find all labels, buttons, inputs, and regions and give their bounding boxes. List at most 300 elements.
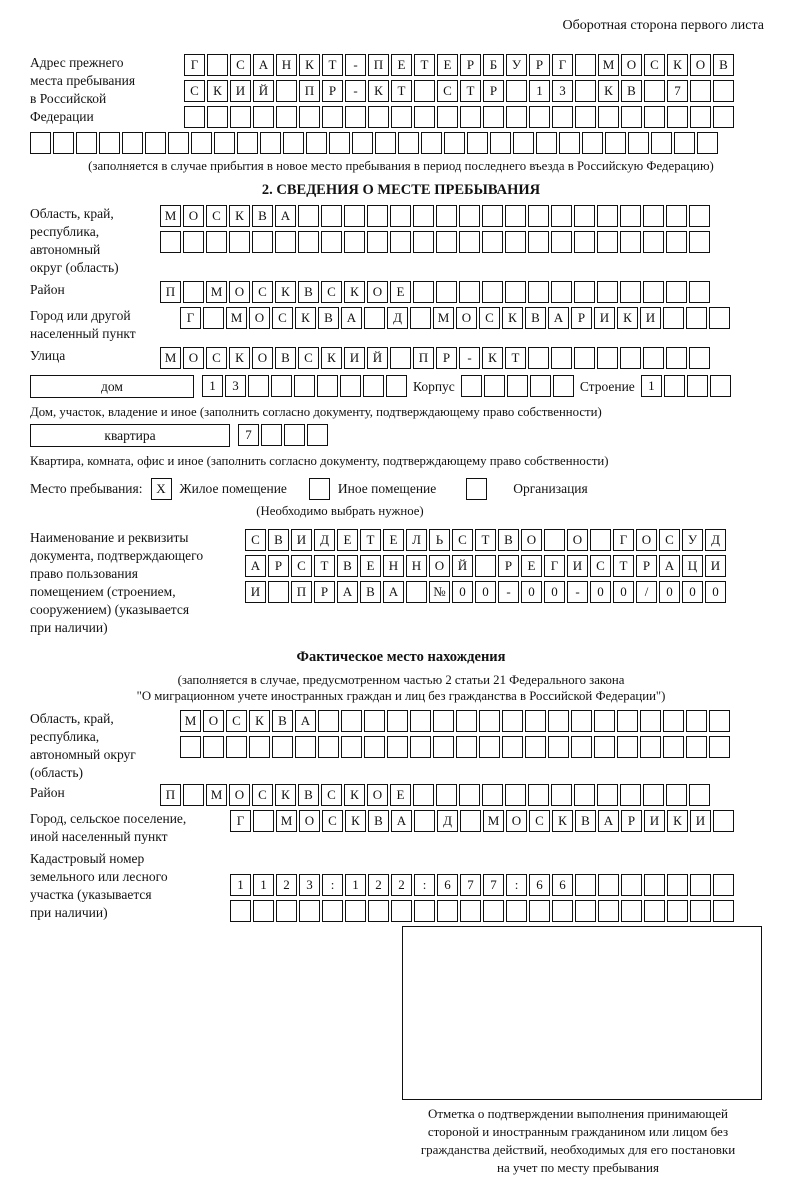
- char-cell[interactable]: [575, 900, 596, 922]
- char-cell[interactable]: [551, 784, 572, 806]
- char-cell[interactable]: П: [160, 281, 181, 303]
- char-cell[interactable]: [689, 281, 710, 303]
- char-cell[interactable]: [620, 281, 641, 303]
- char-cell[interactable]: [30, 132, 51, 154]
- char-cell[interactable]: [271, 375, 292, 397]
- char-cell[interactable]: №: [429, 581, 450, 603]
- char-cell[interactable]: 7: [483, 874, 504, 896]
- char-cell[interactable]: [207, 106, 228, 128]
- char-cell[interactable]: [544, 529, 565, 551]
- char-cell[interactable]: К: [275, 784, 296, 806]
- char-cell[interactable]: [436, 231, 457, 253]
- char-cell[interactable]: [663, 307, 684, 329]
- char-cell[interactable]: Е: [337, 529, 358, 551]
- char-cell[interactable]: В: [713, 54, 734, 76]
- char-cell[interactable]: [617, 710, 638, 732]
- char-cell[interactable]: [368, 106, 389, 128]
- char-cell[interactable]: [598, 106, 619, 128]
- char-cell[interactable]: [284, 424, 305, 446]
- char-cell[interactable]: [203, 736, 224, 758]
- char-cell[interactable]: [506, 80, 527, 102]
- char-cell[interactable]: [460, 900, 481, 922]
- char-cell[interactable]: [482, 784, 503, 806]
- char-cell[interactable]: [459, 205, 480, 227]
- char-cell[interactable]: [433, 710, 454, 732]
- char-cell[interactable]: [298, 205, 319, 227]
- char-cell[interactable]: А: [598, 810, 619, 832]
- char-cell[interactable]: 0: [452, 581, 473, 603]
- char-cell[interactable]: О: [621, 54, 642, 76]
- char-cell[interactable]: О: [249, 307, 270, 329]
- char-cell[interactable]: [548, 710, 569, 732]
- char-cell[interactable]: К: [667, 810, 688, 832]
- char-cell[interactable]: К: [598, 80, 619, 102]
- char-cell[interactable]: [249, 736, 270, 758]
- char-cell[interactable]: [551, 231, 572, 253]
- char-cell[interactable]: [437, 900, 458, 922]
- char-cell[interactable]: [482, 281, 503, 303]
- char-cell[interactable]: [230, 900, 251, 922]
- char-cell[interactable]: С: [226, 710, 247, 732]
- char-cell[interactable]: [620, 231, 641, 253]
- char-cell[interactable]: 3: [225, 375, 246, 397]
- char-cell[interactable]: А: [295, 710, 316, 732]
- char-cell[interactable]: [230, 106, 251, 128]
- char-cell[interactable]: [621, 874, 642, 896]
- char-cell[interactable]: [413, 281, 434, 303]
- char-cell[interactable]: [317, 375, 338, 397]
- char-cell[interactable]: [605, 132, 626, 154]
- char-cell[interactable]: [184, 106, 205, 128]
- char-cell[interactable]: О: [229, 281, 250, 303]
- char-cell[interactable]: [275, 231, 296, 253]
- char-cell[interactable]: [502, 710, 523, 732]
- stay-type-checkbox-other-premises[interactable]: [309, 478, 330, 500]
- char-cell[interactable]: [490, 132, 511, 154]
- char-cell[interactable]: [620, 784, 641, 806]
- char-cell[interactable]: С: [479, 307, 500, 329]
- char-cell[interactable]: [363, 375, 384, 397]
- char-cell[interactable]: [345, 106, 366, 128]
- char-cell[interactable]: К: [667, 54, 688, 76]
- char-cell[interactable]: С: [452, 529, 473, 551]
- char-cell[interactable]: [459, 231, 480, 253]
- char-cell[interactable]: [460, 810, 481, 832]
- char-cell[interactable]: С: [230, 54, 251, 76]
- char-cell[interactable]: [413, 205, 434, 227]
- char-cell[interactable]: [183, 784, 204, 806]
- char-cell[interactable]: О: [183, 205, 204, 227]
- char-cell[interactable]: [237, 132, 258, 154]
- char-cell[interactable]: П: [160, 784, 181, 806]
- char-cell[interactable]: [206, 231, 227, 253]
- char-cell[interactable]: [590, 529, 611, 551]
- char-cell[interactable]: В: [318, 307, 339, 329]
- char-cell[interactable]: [643, 231, 664, 253]
- char-cell[interactable]: [321, 231, 342, 253]
- char-cell[interactable]: :: [322, 874, 343, 896]
- char-cell[interactable]: [318, 710, 339, 732]
- char-cell[interactable]: Д: [437, 810, 458, 832]
- char-cell[interactable]: К: [229, 205, 250, 227]
- char-cell[interactable]: [502, 736, 523, 758]
- char-cell[interactable]: [710, 375, 731, 397]
- char-cell[interactable]: [276, 900, 297, 922]
- char-cell[interactable]: М: [598, 54, 619, 76]
- char-cell[interactable]: А: [391, 810, 412, 832]
- char-cell[interactable]: П: [368, 54, 389, 76]
- char-cell[interactable]: [664, 375, 685, 397]
- char-cell[interactable]: О: [229, 784, 250, 806]
- char-cell[interactable]: 7: [460, 874, 481, 896]
- char-cell[interactable]: Е: [390, 281, 411, 303]
- char-cell[interactable]: Т: [414, 54, 435, 76]
- char-cell[interactable]: С: [298, 347, 319, 369]
- char-cell[interactable]: У: [506, 54, 527, 76]
- char-cell[interactable]: 7: [238, 424, 259, 446]
- char-cell[interactable]: К: [345, 810, 366, 832]
- char-cell[interactable]: С: [206, 347, 227, 369]
- char-cell[interactable]: [507, 375, 528, 397]
- stay-type-checkbox-residential[interactable]: X: [151, 478, 172, 500]
- char-cell[interactable]: Е: [390, 784, 411, 806]
- char-cell[interactable]: [644, 874, 665, 896]
- char-cell[interactable]: [322, 106, 343, 128]
- char-cell[interactable]: [663, 710, 684, 732]
- char-cell[interactable]: А: [341, 307, 362, 329]
- char-cell[interactable]: [575, 54, 596, 76]
- char-cell[interactable]: :: [414, 874, 435, 896]
- char-cell[interactable]: [571, 736, 592, 758]
- char-cell[interactable]: [686, 710, 707, 732]
- char-cell[interactable]: М: [433, 307, 454, 329]
- char-cell[interactable]: [322, 900, 343, 922]
- char-cell[interactable]: -: [345, 54, 366, 76]
- char-cell[interactable]: М: [206, 281, 227, 303]
- char-cell[interactable]: [248, 375, 269, 397]
- char-cell[interactable]: [640, 710, 661, 732]
- char-cell[interactable]: [644, 80, 665, 102]
- char-cell[interactable]: [597, 784, 618, 806]
- char-cell[interactable]: 3: [299, 874, 320, 896]
- char-cell[interactable]: [168, 132, 189, 154]
- char-cell[interactable]: К: [207, 80, 228, 102]
- char-cell[interactable]: Т: [322, 54, 343, 76]
- char-cell[interactable]: О: [521, 529, 542, 551]
- char-cell[interactable]: Г: [184, 54, 205, 76]
- char-cell[interactable]: Н: [276, 54, 297, 76]
- char-cell[interactable]: Г: [613, 529, 634, 551]
- char-cell[interactable]: [299, 106, 320, 128]
- char-cell[interactable]: П: [413, 347, 434, 369]
- char-cell[interactable]: А: [275, 205, 296, 227]
- char-cell[interactable]: [391, 900, 412, 922]
- char-cell[interactable]: :: [506, 874, 527, 896]
- char-cell[interactable]: А: [253, 54, 274, 76]
- char-cell[interactable]: В: [360, 581, 381, 603]
- char-cell[interactable]: [341, 710, 362, 732]
- char-cell[interactable]: [364, 710, 385, 732]
- char-cell[interactable]: В: [525, 307, 546, 329]
- char-cell[interactable]: [306, 132, 327, 154]
- char-cell[interactable]: [226, 736, 247, 758]
- char-cell[interactable]: [505, 784, 526, 806]
- char-cell[interactable]: Р: [436, 347, 457, 369]
- char-cell[interactable]: М: [160, 347, 181, 369]
- stay-type-checkbox-organization[interactable]: [466, 478, 487, 500]
- char-cell[interactable]: [689, 784, 710, 806]
- char-cell[interactable]: [421, 132, 442, 154]
- char-cell[interactable]: С: [322, 810, 343, 832]
- char-cell[interactable]: Р: [322, 80, 343, 102]
- char-cell[interactable]: В: [268, 529, 289, 551]
- char-cell[interactable]: [528, 784, 549, 806]
- char-cell[interactable]: Д: [314, 529, 335, 551]
- char-cell[interactable]: В: [621, 80, 642, 102]
- char-cell[interactable]: [506, 900, 527, 922]
- char-cell[interactable]: [387, 710, 408, 732]
- char-cell[interactable]: -: [345, 80, 366, 102]
- char-cell[interactable]: К: [299, 54, 320, 76]
- char-cell[interactable]: Т: [460, 80, 481, 102]
- char-cell[interactable]: [574, 205, 595, 227]
- char-cell[interactable]: [689, 231, 710, 253]
- char-cell[interactable]: [551, 281, 572, 303]
- char-cell[interactable]: [571, 710, 592, 732]
- char-cell[interactable]: [643, 784, 664, 806]
- char-cell[interactable]: [295, 736, 316, 758]
- char-cell[interactable]: [597, 347, 618, 369]
- char-cell[interactable]: [674, 132, 695, 154]
- char-cell[interactable]: [513, 132, 534, 154]
- char-cell[interactable]: М: [160, 205, 181, 227]
- char-cell[interactable]: [666, 347, 687, 369]
- char-cell[interactable]: [298, 231, 319, 253]
- char-cell[interactable]: [294, 375, 315, 397]
- char-cell[interactable]: [214, 132, 235, 154]
- char-cell[interactable]: Е: [437, 54, 458, 76]
- char-cell[interactable]: [203, 307, 224, 329]
- char-cell[interactable]: 0: [705, 581, 726, 603]
- char-cell[interactable]: [525, 736, 546, 758]
- char-cell[interactable]: К: [617, 307, 638, 329]
- char-cell[interactable]: [456, 710, 477, 732]
- char-cell[interactable]: Т: [391, 80, 412, 102]
- char-cell[interactable]: Т: [475, 529, 496, 551]
- char-cell[interactable]: В: [575, 810, 596, 832]
- char-cell[interactable]: 1: [641, 375, 662, 397]
- char-cell[interactable]: [666, 205, 687, 227]
- char-cell[interactable]: [690, 900, 711, 922]
- char-cell[interactable]: [690, 80, 711, 102]
- char-cell[interactable]: 2: [276, 874, 297, 896]
- char-cell[interactable]: [268, 581, 289, 603]
- char-cell[interactable]: 1: [202, 375, 223, 397]
- char-cell[interactable]: Н: [383, 555, 404, 577]
- char-cell[interactable]: [594, 736, 615, 758]
- char-cell[interactable]: [530, 375, 551, 397]
- char-cell[interactable]: [253, 900, 274, 922]
- char-cell[interactable]: К: [295, 307, 316, 329]
- char-cell[interactable]: О: [456, 307, 477, 329]
- char-cell[interactable]: [386, 375, 407, 397]
- char-cell[interactable]: Г: [180, 307, 201, 329]
- char-cell[interactable]: О: [690, 54, 711, 76]
- char-cell[interactable]: [459, 281, 480, 303]
- char-cell[interactable]: С: [206, 205, 227, 227]
- char-cell[interactable]: Н: [406, 555, 427, 577]
- char-cell[interactable]: [536, 132, 557, 154]
- char-cell[interactable]: [479, 736, 500, 758]
- char-cell[interactable]: [551, 347, 572, 369]
- char-cell[interactable]: Й: [452, 555, 473, 577]
- char-cell[interactable]: [461, 375, 482, 397]
- char-cell[interactable]: [597, 281, 618, 303]
- char-cell[interactable]: В: [275, 347, 296, 369]
- char-cell[interactable]: К: [229, 347, 250, 369]
- char-cell[interactable]: [467, 132, 488, 154]
- char-cell[interactable]: [686, 307, 707, 329]
- char-cell[interactable]: [620, 347, 641, 369]
- char-cell[interactable]: [528, 347, 549, 369]
- char-cell[interactable]: [272, 736, 293, 758]
- char-cell[interactable]: [479, 710, 500, 732]
- char-cell[interactable]: 0: [475, 581, 496, 603]
- char-cell[interactable]: [528, 205, 549, 227]
- char-cell[interactable]: [574, 347, 595, 369]
- char-cell[interactable]: В: [252, 205, 273, 227]
- char-cell[interactable]: [364, 736, 385, 758]
- char-cell[interactable]: [529, 900, 550, 922]
- char-cell[interactable]: [76, 132, 97, 154]
- char-cell[interactable]: [475, 555, 496, 577]
- char-cell[interactable]: 1: [253, 874, 274, 896]
- char-cell[interactable]: [713, 874, 734, 896]
- char-cell[interactable]: 0: [682, 581, 703, 603]
- char-cell[interactable]: М: [276, 810, 297, 832]
- char-cell[interactable]: [713, 900, 734, 922]
- char-cell[interactable]: П: [299, 80, 320, 102]
- char-cell[interactable]: Р: [498, 555, 519, 577]
- char-cell[interactable]: Р: [621, 810, 642, 832]
- char-cell[interactable]: Т: [360, 529, 381, 551]
- char-cell[interactable]: 3: [552, 80, 573, 102]
- char-cell[interactable]: [207, 54, 228, 76]
- char-cell[interactable]: [444, 132, 465, 154]
- char-cell[interactable]: -: [459, 347, 480, 369]
- char-cell[interactable]: [406, 581, 427, 603]
- char-cell[interactable]: К: [249, 710, 270, 732]
- char-cell[interactable]: Д: [705, 529, 726, 551]
- char-cell[interactable]: А: [548, 307, 569, 329]
- char-cell[interactable]: [529, 106, 550, 128]
- char-cell[interactable]: [621, 900, 642, 922]
- char-cell[interactable]: [551, 205, 572, 227]
- char-cell[interactable]: Г: [544, 555, 565, 577]
- char-cell[interactable]: -: [498, 581, 519, 603]
- char-cell[interactable]: [390, 231, 411, 253]
- char-cell[interactable]: Р: [571, 307, 592, 329]
- char-cell[interactable]: [122, 132, 143, 154]
- char-cell[interactable]: С: [437, 80, 458, 102]
- char-cell[interactable]: [548, 736, 569, 758]
- char-cell[interactable]: [644, 106, 665, 128]
- char-cell[interactable]: А: [337, 581, 358, 603]
- char-cell[interactable]: [525, 710, 546, 732]
- char-cell[interactable]: В: [298, 784, 319, 806]
- char-cell[interactable]: [410, 710, 431, 732]
- char-cell[interactable]: [663, 736, 684, 758]
- char-cell[interactable]: [436, 784, 457, 806]
- char-cell[interactable]: [484, 375, 505, 397]
- char-cell[interactable]: [686, 736, 707, 758]
- char-cell[interactable]: [436, 205, 457, 227]
- char-cell[interactable]: [690, 874, 711, 896]
- char-cell[interactable]: [414, 810, 435, 832]
- char-cell[interactable]: [628, 132, 649, 154]
- char-cell[interactable]: [482, 205, 503, 227]
- char-cell[interactable]: [666, 281, 687, 303]
- char-cell[interactable]: [436, 281, 457, 303]
- char-cell[interactable]: [594, 710, 615, 732]
- char-cell[interactable]: И: [690, 810, 711, 832]
- char-cell[interactable]: [367, 205, 388, 227]
- char-cell[interactable]: А: [245, 555, 266, 577]
- char-cell[interactable]: 0: [544, 581, 565, 603]
- char-cell[interactable]: [390, 347, 411, 369]
- char-cell[interactable]: [340, 375, 361, 397]
- char-cell[interactable]: К: [275, 281, 296, 303]
- char-cell[interactable]: [575, 874, 596, 896]
- char-cell[interactable]: К: [552, 810, 573, 832]
- char-cell[interactable]: [433, 736, 454, 758]
- char-cell[interactable]: [621, 106, 642, 128]
- char-cell[interactable]: О: [636, 529, 657, 551]
- char-cell[interactable]: [191, 132, 212, 154]
- char-cell[interactable]: О: [299, 810, 320, 832]
- char-cell[interactable]: И: [344, 347, 365, 369]
- char-cell[interactable]: [344, 205, 365, 227]
- char-cell[interactable]: [689, 347, 710, 369]
- char-cell[interactable]: [276, 80, 297, 102]
- char-cell[interactable]: С: [252, 784, 273, 806]
- char-cell[interactable]: О: [367, 281, 388, 303]
- char-cell[interactable]: С: [184, 80, 205, 102]
- char-cell[interactable]: К: [321, 347, 342, 369]
- char-cell[interactable]: [713, 106, 734, 128]
- char-cell[interactable]: [651, 132, 672, 154]
- char-cell[interactable]: Ц: [682, 555, 703, 577]
- char-cell[interactable]: [99, 132, 120, 154]
- char-cell[interactable]: Р: [483, 80, 504, 102]
- char-cell[interactable]: И: [640, 307, 661, 329]
- char-cell[interactable]: [410, 736, 431, 758]
- char-cell[interactable]: О: [203, 710, 224, 732]
- char-cell[interactable]: [260, 132, 281, 154]
- char-cell[interactable]: Т: [314, 555, 335, 577]
- char-cell[interactable]: [364, 307, 385, 329]
- char-cell[interactable]: [598, 900, 619, 922]
- char-cell[interactable]: И: [245, 581, 266, 603]
- char-cell[interactable]: Т: [505, 347, 526, 369]
- char-cell[interactable]: К: [344, 784, 365, 806]
- char-cell[interactable]: [437, 106, 458, 128]
- char-cell[interactable]: [414, 900, 435, 922]
- char-cell[interactable]: [709, 307, 730, 329]
- char-cell[interactable]: 2: [368, 874, 389, 896]
- char-cell[interactable]: -: [567, 581, 588, 603]
- char-cell[interactable]: И: [291, 529, 312, 551]
